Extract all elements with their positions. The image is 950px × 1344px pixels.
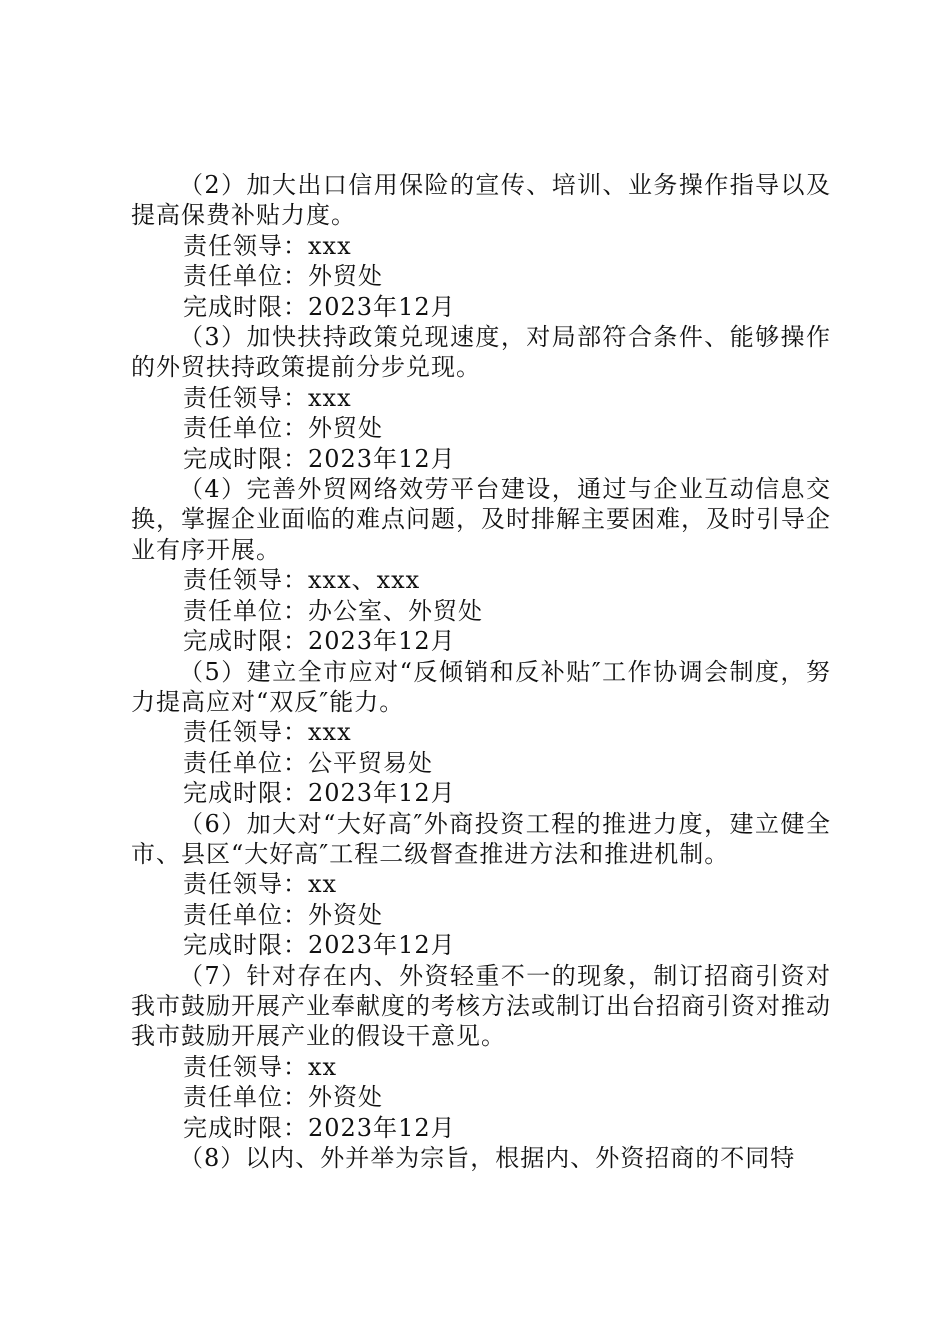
completion-deadline: 完成时限：2023年12月 [183,779,456,808]
document-body [131,170,831,1173]
task-description: （6）加大对“大好高″外商投资工程的推进力度，建立健全市、县区“大好高″工程二级督查推进方法和推进机制。 [131,809,831,868]
task-description: （8）以内、外并举为宗旨，根据内、外资招商的不同特 [179,1144,796,1172]
task-description: （3）加快扶持政策兑现速度，对局部符合条件、能够操作的外贸扶持政策提前分步兑现。 [131,323,831,382]
responsible-leader: 责任领导：xxx、xxx [183,566,421,595]
completion-deadline: 完成时限：2023年12月 [183,292,456,321]
completion-deadline: 完成时限：2023年12月 [183,931,456,960]
responsible-leader: 责任领导：xxx [183,231,352,260]
task-block-8 [131,1143,831,1173]
task-block-3 [131,322,831,474]
responsible-unit: 责任单位：公平贸易处 [183,748,433,777]
task-block-6 [131,809,831,961]
completion-deadline: 完成时限：2023年12月 [183,627,456,656]
task-description: （2）加大出口信用保险的宣传、培训、业务操作指导以及提高保费补贴力度。 [131,171,831,230]
task-block-5 [131,657,831,809]
responsible-unit: 责任单位：外贸处 [183,262,383,291]
task-block-4 [131,474,831,656]
completion-deadline: 完成时限：2023年12月 [183,444,456,473]
task-block-7 [131,961,831,1143]
task-description: （7）针对存在内、外资轻重不一的现象，制订招商引资对我市鼓励开展产业奉献度的考核方法或制订出台招商引资对推动我市鼓励开展产业的假设干意见。 [131,961,831,1051]
completion-deadline: 完成时限：2023年12月 [183,1113,456,1142]
responsible-leader: 责任领导：xx [183,1052,338,1081]
responsible-unit: 责任单位：外贸处 [183,414,383,443]
task-description: （5）建立全市应对“反倾销和反补贴″工作协调会制度，努力提高应对“双反″能力。 [131,657,831,716]
responsible-unit: 责任单位：外资处 [183,900,383,929]
responsible-leader: 责任领导：xxx [183,383,352,412]
task-block-2 [131,170,831,322]
responsible-leader: 责任领导：xx [183,870,338,899]
responsible-unit: 责任单位：办公室、外贸处 [183,596,483,625]
responsible-leader: 责任领导：xxx [183,718,352,747]
responsible-unit: 责任单位：外资处 [183,1083,383,1112]
task-description: （4）完善外贸网络效劳平台建设，通过与企业互动信息交换，掌握企业面临的难点问题，及时排解主要困难，及时引导企业有序开展。 [131,475,831,564]
